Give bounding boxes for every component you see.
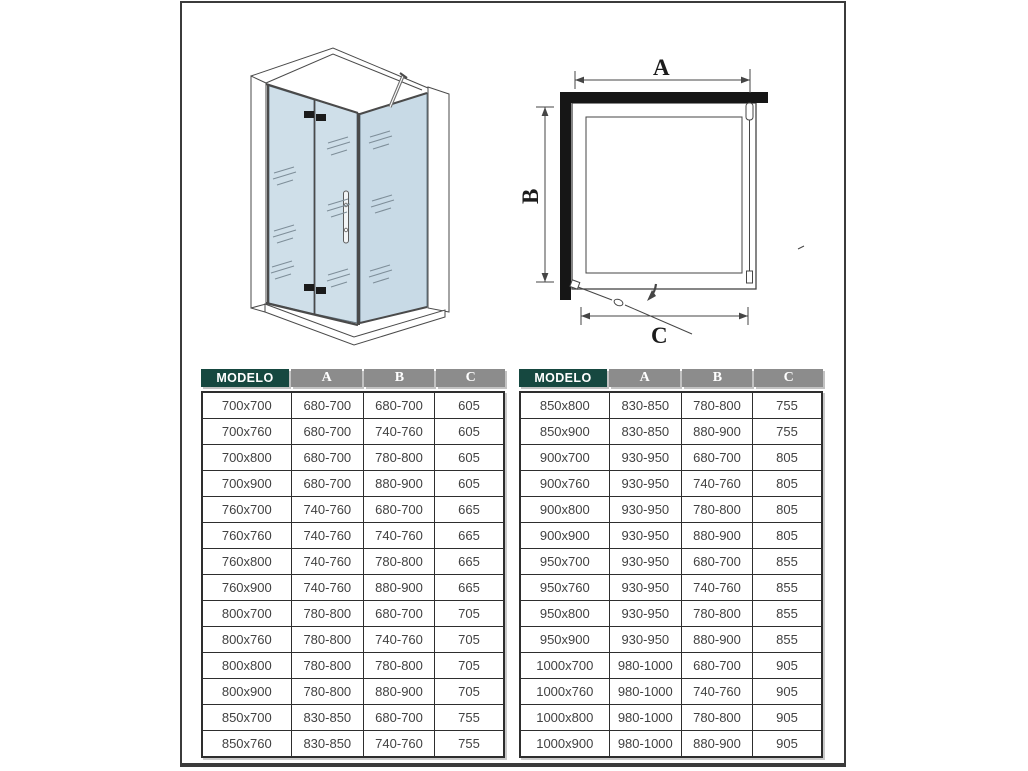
spec-cell: 780-800 — [291, 627, 363, 653]
spec-cell: 780-800 — [364, 549, 435, 575]
right-wall — [428, 87, 449, 312]
spec-cell: 930-950 — [609, 575, 681, 601]
spec-cell: 880-900 — [682, 419, 753, 445]
dimension-c — [581, 307, 748, 348]
spec-cell: 950x700 — [520, 549, 609, 575]
spec-cell: 680-700 — [364, 497, 435, 523]
spec-cell: 705 — [435, 653, 504, 679]
spec-cell: 680-700 — [682, 549, 753, 575]
spec-cell: 930-950 — [609, 471, 681, 497]
spec-cell: 900x760 — [520, 471, 609, 497]
spec-cell: 800x700 — [202, 601, 291, 627]
spec-cell: 900x900 — [520, 523, 609, 549]
spec-cell: 665 — [435, 575, 504, 601]
spec-cell: 740-760 — [291, 523, 363, 549]
spec-cell: 880-900 — [364, 575, 435, 601]
header-a: A — [609, 369, 681, 387]
spec-row — [202, 679, 504, 705]
spec-cell: 930-950 — [609, 601, 681, 627]
spec-cell: 830-850 — [291, 705, 363, 731]
header-b: B — [682, 369, 752, 387]
spec-cell: 950x900 — [520, 627, 609, 653]
spec-cell: 805 — [753, 523, 822, 549]
spec-cell: 700x800 — [202, 445, 291, 471]
spec-cell: 680-700 — [364, 601, 435, 627]
spec-cell: 805 — [753, 471, 822, 497]
dimension-b — [518, 107, 554, 282]
spec-cell: 740-760 — [682, 471, 753, 497]
spec-cell: 740-760 — [364, 523, 435, 549]
spec-cell: 605 — [435, 445, 504, 471]
spec-row — [520, 419, 822, 445]
spec-cell: 850x900 — [520, 419, 609, 445]
dimension-c-label: C — [651, 323, 668, 348]
spec-cell: 800x800 — [202, 653, 291, 679]
spec-cell: 760x800 — [202, 549, 291, 575]
spec-cell: 850x700 — [202, 705, 291, 731]
spec-cell: 605 — [435, 392, 504, 419]
spec-cell: 880-900 — [364, 679, 435, 705]
spec-cell: 805 — [753, 497, 822, 523]
spec-row — [202, 731, 504, 758]
size-table-left-body — [201, 391, 505, 758]
spec-cell: 780-800 — [364, 653, 435, 679]
spec-cell: 905 — [753, 731, 822, 758]
spec-cell: 950x800 — [520, 601, 609, 627]
spec-cell: 740-760 — [291, 497, 363, 523]
dimension-b-label: B — [518, 188, 543, 204]
wall-top — [560, 92, 768, 103]
spec-cell: 930-950 — [609, 523, 681, 549]
spec-cell: 755 — [435, 731, 504, 758]
stray-mark — [798, 246, 804, 249]
spec-cell: 855 — [753, 627, 822, 653]
size-table-left — [201, 369, 505, 758]
spec-row — [520, 575, 822, 601]
spec-row — [202, 445, 504, 471]
spec-cell: 740-760 — [682, 679, 753, 705]
spec-cell: 760x700 — [202, 497, 291, 523]
spec-cell: 700x760 — [202, 419, 291, 445]
spec-row — [520, 731, 822, 758]
spec-row — [202, 575, 504, 601]
spec-cell: 930-950 — [609, 445, 681, 471]
spec-row — [520, 679, 822, 705]
spec-cell: 1000x700 — [520, 653, 609, 679]
door-swing — [570, 280, 692, 334]
shower-plan-view — [518, 55, 804, 348]
size-table-right — [519, 369, 823, 758]
spec-row — [520, 445, 822, 471]
spec-cell: 900x800 — [520, 497, 609, 523]
spec-cell: 780-800 — [682, 392, 753, 419]
spec-cell: 700x700 — [202, 392, 291, 419]
side-glass-panel — [360, 93, 427, 323]
spec-cell: 830-850 — [609, 419, 681, 445]
spec-cell: 605 — [435, 471, 504, 497]
spec-cell: 755 — [753, 419, 822, 445]
spec-cell: 680-700 — [682, 445, 753, 471]
spec-cell: 800x900 — [202, 679, 291, 705]
spec-cell: 905 — [753, 679, 822, 705]
spec-cell: 880-900 — [682, 627, 753, 653]
diagrams-canvas — [182, 3, 844, 367]
size-table-right-body — [519, 391, 823, 758]
spec-cell: 1000x760 — [520, 679, 609, 705]
spec-cell: 780-800 — [291, 653, 363, 679]
spec-cell: 605 — [435, 419, 504, 445]
spec-cell: 930-950 — [609, 549, 681, 575]
shower-isometric-view — [251, 48, 449, 345]
spec-cell: 680-700 — [291, 419, 363, 445]
spec-cell: 780-800 — [682, 497, 753, 523]
spec-row — [520, 549, 822, 575]
spec-cell: 980-1000 — [609, 731, 681, 758]
spec-cell: 930-950 — [609, 627, 681, 653]
wall-left — [560, 92, 571, 300]
spec-cell: 705 — [435, 679, 504, 705]
spec-cell: 880-900 — [364, 471, 435, 497]
spec-row — [520, 497, 822, 523]
spec-cell: 700x900 — [202, 471, 291, 497]
spec-cell: 980-1000 — [609, 653, 681, 679]
spec-row — [202, 497, 504, 523]
spec-row — [520, 705, 822, 731]
header-modelo: MODELO — [201, 369, 289, 387]
spec-cell: 680-700 — [291, 471, 363, 497]
door-panel-left — [269, 86, 314, 314]
spec-row — [202, 653, 504, 679]
left-wall — [251, 76, 266, 308]
spec-cell: 855 — [753, 549, 822, 575]
spec-cell: 950x760 — [520, 575, 609, 601]
dimension-a — [575, 55, 750, 93]
spec-sheet — [180, 1, 846, 767]
spec-cell: 780-800 — [291, 601, 363, 627]
spec-row — [202, 392, 504, 419]
spec-cell: 855 — [753, 575, 822, 601]
spec-cell: 680-700 — [291, 445, 363, 471]
spec-row — [202, 705, 504, 731]
spec-cell: 780-800 — [364, 445, 435, 471]
spec-cell: 800x760 — [202, 627, 291, 653]
spec-cell: 740-760 — [682, 575, 753, 601]
spec-cell: 905 — [753, 705, 822, 731]
header-c: C — [436, 369, 505, 387]
spec-cell: 805 — [753, 445, 822, 471]
spec-cell: 755 — [753, 392, 822, 419]
spec-cell: 705 — [435, 627, 504, 653]
header-a: A — [291, 369, 363, 387]
spec-cell: 740-760 — [364, 627, 435, 653]
spec-cell: 1000x800 — [520, 705, 609, 731]
spec-row — [520, 471, 822, 497]
spec-cell: 830-850 — [609, 392, 681, 419]
spec-cell: 780-800 — [682, 705, 753, 731]
header-c: C — [754, 369, 823, 387]
spec-cell: 855 — [753, 601, 822, 627]
spec-row — [520, 392, 822, 419]
spec-cell: 880-900 — [682, 731, 753, 758]
dimension-a-label: A — [653, 55, 670, 80]
spec-cell: 1000x900 — [520, 731, 609, 758]
spec-row — [520, 653, 822, 679]
spec-cell: 740-760 — [291, 549, 363, 575]
spec-cell: 665 — [435, 523, 504, 549]
spec-cell: 900x700 — [520, 445, 609, 471]
table-header-row — [519, 369, 823, 387]
spec-row — [202, 627, 504, 653]
spec-row — [520, 601, 822, 627]
spec-cell: 680-700 — [291, 392, 363, 419]
spec-row — [202, 419, 504, 445]
spec-cell: 755 — [435, 705, 504, 731]
spec-cell: 705 — [435, 601, 504, 627]
header-modelo: MODELO — [519, 369, 607, 387]
spec-row — [520, 627, 822, 653]
spec-cell: 665 — [435, 549, 504, 575]
spec-cell: 980-1000 — [609, 679, 681, 705]
spec-cell: 980-1000 — [609, 705, 681, 731]
spec-cell: 760x760 — [202, 523, 291, 549]
spec-cell: 850x760 — [202, 731, 291, 758]
spec-cell: 680-700 — [682, 653, 753, 679]
spec-cell: 930-950 — [609, 497, 681, 523]
spec-cell: 830-850 — [291, 731, 363, 758]
spec-row — [202, 471, 504, 497]
header-b: B — [364, 369, 434, 387]
spec-row — [202, 549, 504, 575]
spec-cell: 680-700 — [364, 705, 435, 731]
spec-cell: 780-800 — [682, 601, 753, 627]
table-header-row — [201, 369, 505, 387]
spec-cell: 760x900 — [202, 575, 291, 601]
spec-cell: 780-800 — [291, 679, 363, 705]
spec-cell: 905 — [753, 653, 822, 679]
spec-cell: 680-700 — [364, 392, 435, 419]
spec-cell: 740-760 — [364, 731, 435, 758]
spec-cell: 665 — [435, 497, 504, 523]
spec-cell: 880-900 — [682, 523, 753, 549]
spec-row — [520, 523, 822, 549]
spec-cell: 740-760 — [364, 419, 435, 445]
spec-cell: 850x800 — [520, 392, 609, 419]
spec-row — [202, 601, 504, 627]
spec-cell: 740-760 — [291, 575, 363, 601]
spec-row — [202, 523, 504, 549]
